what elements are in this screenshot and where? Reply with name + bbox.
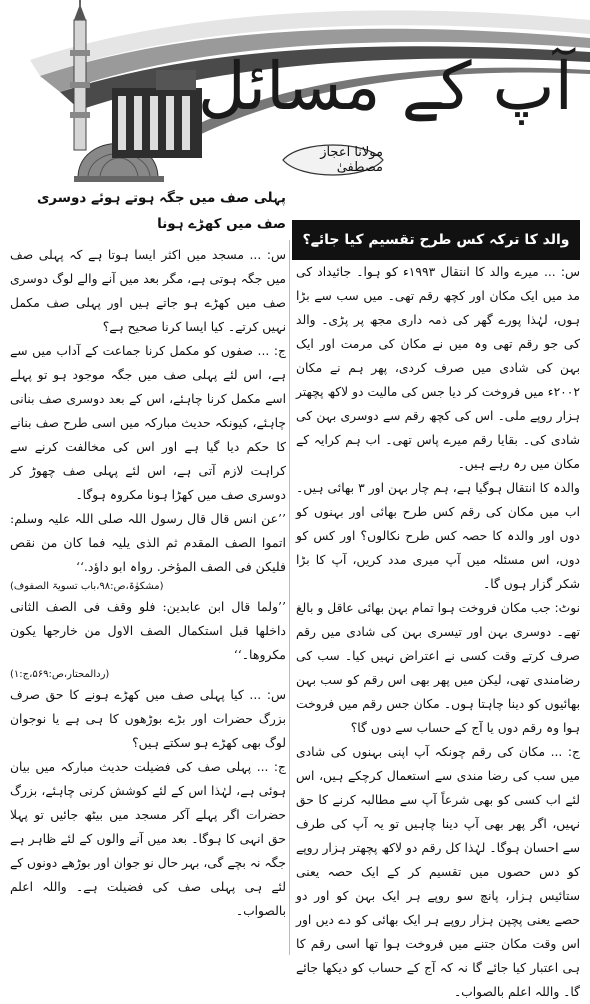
masthead-title: آپ کے مسائل [197, 48, 573, 125]
left-heading: پہلی صف میں جگہ ہوتے ہوئے دوسری صف میں کھڑے ہونا [36, 190, 286, 232]
hadith-1: ’’عن انس قال قال رسول اللہ صلی اللہ علیہ وسلم: اتموا الصف المقدم ثم الذی یلیہ فما کان من نقص فلیکن فی الصف المؤخر. رواہ ابو داؤد.‘‘ [10, 511, 286, 574]
reference-1: (مشکوٰۃ،ص:۹۸،باب تسویۃ الصفوف) [10, 581, 164, 592]
author-name: مولانا اعجاز مصطفیٰ [320, 145, 383, 175]
column-divider [289, 240, 290, 955]
answer-2: ج: ... پہلی صف کی فضیلت حدیث مبارکہ میں بیان ہوئی ہے، لہٰذا اس کے لئے کوشش کرنی چاہئے، بزرگ حضرات اگر پہلے آکر مسجد میں بیٹھ جائیں تو پہلا حق انہی کا ہوگا۔ بعد میں آنے والوں کے لئے ظاہر ہے جگہ نہ بچے گی، بہر حال نو جوان اور بوڑھے دونوں کے لئے ہی پہلی صف کی فضیلت ہے۔ واللہ اعلم بالصواب۔ [10, 760, 286, 918]
author-badge [283, 140, 383, 180]
question-paragraph: س: ... میرے والد کا انتقال ۱۹۹۳ء کو ہوا۔ جائیداد کی مد میں ایک مکان اور کچھ رقم تھی۔ میں سب سے بڑا ہوں، لہٰذا پورے گھر کی ذمہ داری مجھ پر پڑی۔ والد کی جو رقم تھی وہ میں نے مکان کی مرمت اور ایک بہن کی شادی میں صرف کردی، پھر ہم نے مکان ۲۰۰۲ء میں فروخت کر دیا جس کی مالیت دو لاکھ پچھتر ہزار روپے ملی۔ اس کی کچھ رقم سے دوسری بہن کی شادی کی۔ بقایا رقم میرے پاس تھی۔ اب ہم کرایہ کے مکان میں رہ رہے ہیں۔ [296, 265, 580, 471]
right-column [296, 260, 580, 1004]
question-paragraph-2: والدہ کا انتقال ہوگیا ہے، ہم چار بہن اور ۳ بھائی ہیں۔ اب میں مکان کی رقم کس طرح بھائی اور بہنوں کو دوں اور والدہ کا حصہ کس طرح نکالوں؟ اور کس کو دوں، اس مسئلہ میں آپ میری مدد کریں، آپ کا بڑا شکر گزار ہوں گا۔ [296, 481, 580, 591]
question-2: س: ... کیا پہلی صف میں کھڑے ہونے کا حق صرف بزرگ حضرات اور بڑے بوڑھوں کا ہی ہے یا نوجوان لوگ بھی کھڑے ہو سکتے ہیں؟ [10, 688, 286, 750]
hadith-2: ’’ولما قال ابن عابدین: فلو وقف فی الصف الثانی داخلها قبل استکمال الصف الاول من خارجها یکون مکروھا۔‘‘ [10, 599, 286, 662]
left-column [10, 185, 286, 923]
reference-2: (ردالمحتار،ص:۵۶۹،ج:۱) [10, 669, 110, 680]
answer-paragraph: ج: ... مکان کی رقم چونکہ آپ اپنی بہنوں کی شادی میں سب کی رضا مندی سے استعمال کرچکے ہیں، اس لئے اب کسی کو بھی شرعاً آپ سے مطالبہ کرنے کا حق نہیں، اگر پھر بھی آپ دینا چاہیں تو یہ آپ کی طرف سے احسان ہوگا۔ لہٰذا کل رقم دو لاکھ پچھتر ہزار روپے کو دس حصوں میں تقسیم کر کے ایک حصہ یعنی ستائیس ہزار، پانچ سو روپے ہر ایک بہن کو اور دو حصے یعنی پچپن ہزار روپے ہر ایک بھائی کو دے دیں اور اس وقت مکان جتنے میں فروخت ہوا تھا اسی رقم کا ہی اعتبار کیا جائے گا نہ کہ آج کے حساب کو دیکھا جائے گا۔ واللہ اعلم بالصواب۔ [296, 745, 580, 999]
question-banner: والد کا ترکہ کس طرح تقسیم کیا جائے؟ [292, 220, 580, 260]
masthead [0, 0, 590, 190]
question-1: س: ... مسجد میں اکثر ایسا ہوتا ہے کہ پہلی صف میں جگہ ہوتی ہے، مگر بعد میں آنے والے لوگ دوسری صف میں کھڑے ہو جاتے ہیں اور پہلی صف مکمل نہیں کرتے۔ کیا ایسا کرنا صحیح ہے؟ [10, 248, 286, 334]
note-paragraph: نوٹ: جب مکان فروخت ہوا تمام بہن بھائی عاقل و بالغ تھے۔ دوسری بہن اور تیسری بہن کی شادی میں رقم صرف کرتے وقت کسی نے اعتراض نہیں کیا۔ سب کی رضامندی تھی، لیکن میں پھر بھی اس رقم کو سب بہن بھائیوں کو دینا چاہتا ہوں۔ مکان جس رقم میں فروخت ہوا وہ رقم دوں یا آج کے حساب سے دوں گا؟ [296, 601, 580, 735]
answer-1: ج: ... صفوں کو مکمل کرنا جماعت کے آداب میں سے ہے، اس لئے پہلی صف میں جگہ موجود ہو تو پہلے اسے مکمل کرنا چاہئے، اس کے بعد دوسری صف بنانی چاہئے، کیونکہ حدیث مبارکہ میں اسی طرح صف بنانے کا حکم دیا گیا ہے اور اس کی مخالفت کرنے سے کراہت لازم آتی ہے، اس لئے پہلی صف چھوڑ کر دوسری صف میں کھڑا ہونا مکروہ ہوگا۔ [10, 344, 286, 502]
